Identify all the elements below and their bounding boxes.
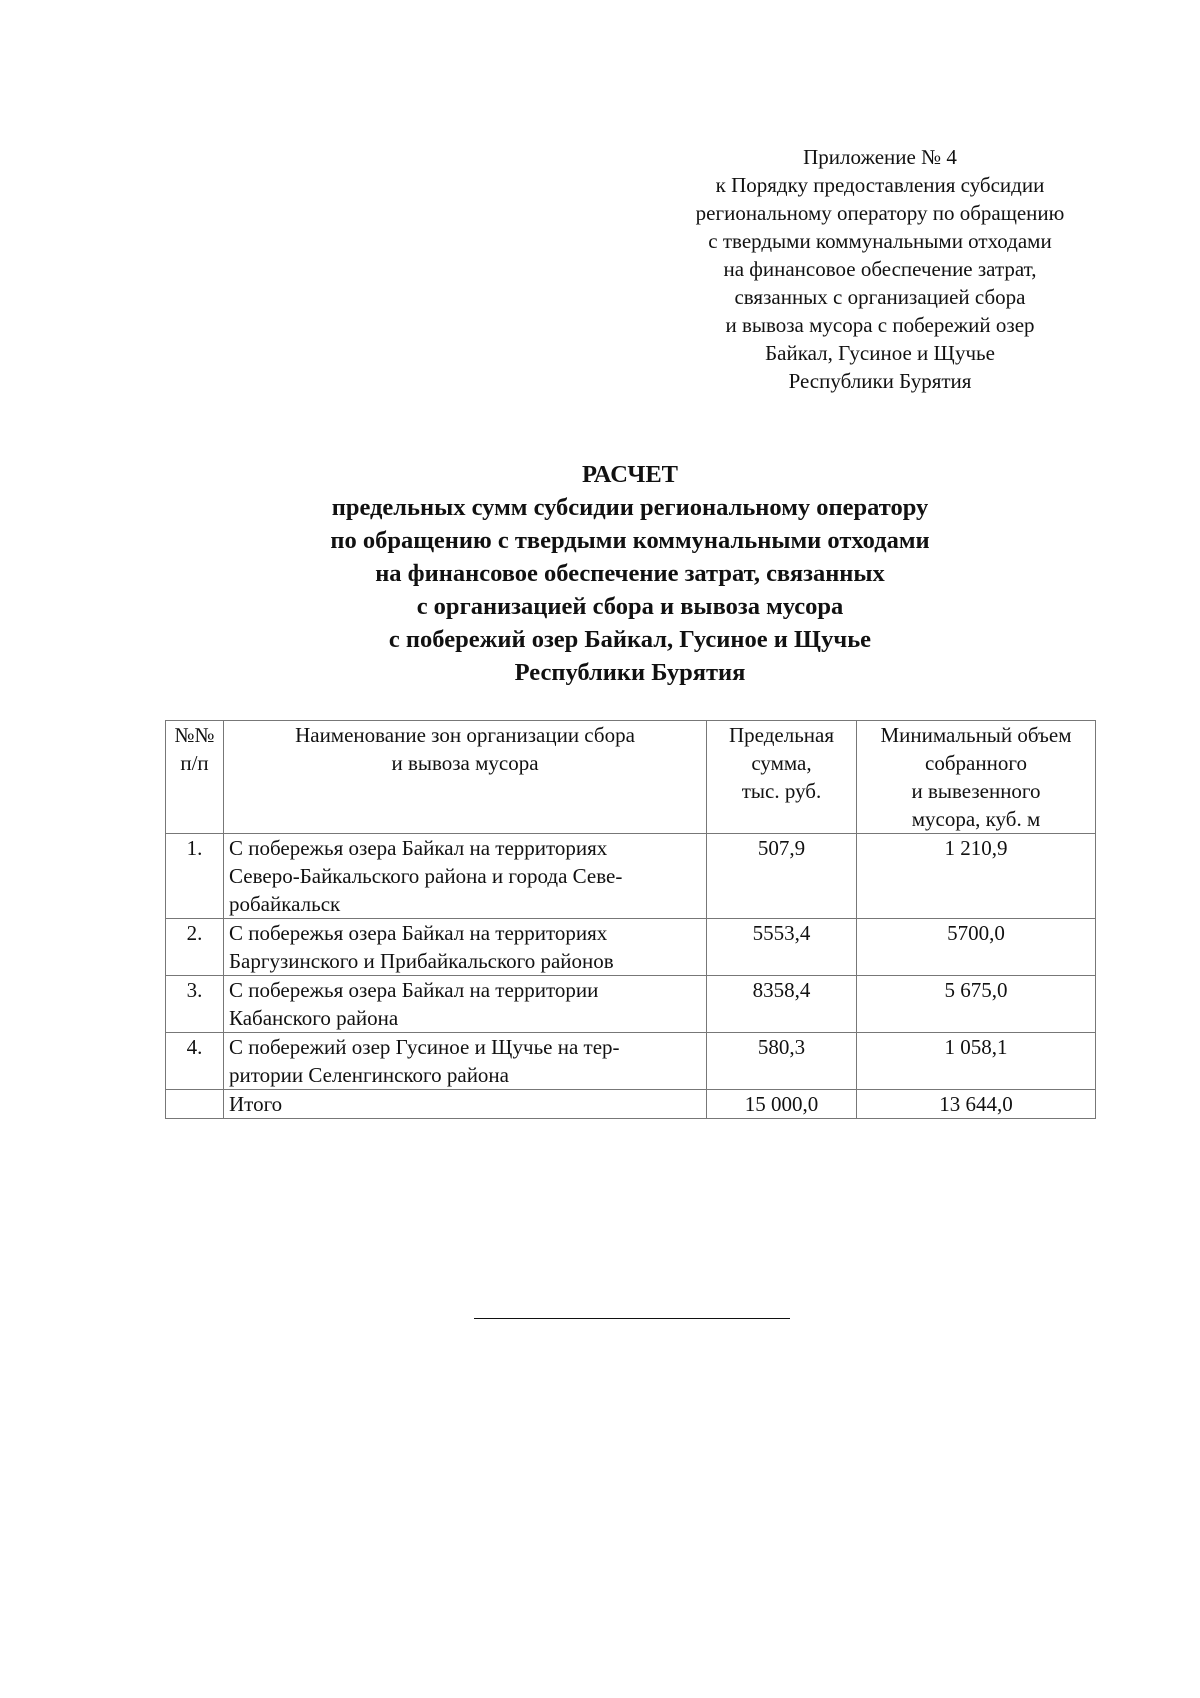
total-number xyxy=(166,1090,224,1119)
appendix-line: региональному оператору по обращению xyxy=(695,201,1065,225)
row-sum: 5553,4 xyxy=(707,919,857,976)
row-zone: С побережий озер Гусиное и Щучье на тер- ритории Селенгинского района xyxy=(224,1033,707,1090)
title-heading: РАСЧЕТ xyxy=(581,461,679,488)
table-row xyxy=(166,834,1096,919)
document-title xyxy=(160,458,1100,689)
row-number: 1. xyxy=(166,834,224,919)
row-sum: 580,3 xyxy=(707,1033,857,1090)
header-num: №№ п/п xyxy=(166,721,224,834)
title-line: Республики Бурятия xyxy=(514,659,746,686)
subsidy-table xyxy=(165,720,1096,1119)
row-number: 3. xyxy=(166,976,224,1033)
row-volume: 5 675,0 xyxy=(857,976,1096,1033)
header-volume: Минимальный объем собранного и вывезенного мусора, куб. м xyxy=(857,721,1096,834)
row-number: 2. xyxy=(166,919,224,976)
row-number: 4. xyxy=(166,1033,224,1090)
table-total-row xyxy=(166,1090,1096,1119)
row-zone: С побережья озера Байкал на территориях Баргузинского и Прибайкальского районов xyxy=(224,919,707,976)
appendix-line: связанных с организацией сбора xyxy=(734,285,1026,309)
appendix-line: Байкал, Гусиное и Щучье xyxy=(765,341,995,365)
row-volume: 1 058,1 xyxy=(857,1033,1096,1090)
appendix-line: на финансовое обеспечение затрат, xyxy=(723,257,1037,281)
row-volume: 1 210,9 xyxy=(857,834,1096,919)
header-sum: Предельная сумма, тыс. руб. xyxy=(707,721,857,834)
table-row xyxy=(166,976,1096,1033)
table-header-row xyxy=(166,721,1096,834)
appendix-line: Республики Бурятия xyxy=(788,369,972,393)
signature-divider xyxy=(474,1318,790,1319)
total-volume: 13 644,0 xyxy=(857,1090,1096,1119)
row-zone: С побережья озера Байкал на территории Кабанского района xyxy=(224,976,707,1033)
appendix-line: и вывоза мусора с побережий озер xyxy=(725,313,1035,337)
row-volume: 5700,0 xyxy=(857,919,1096,976)
row-sum: 507,9 xyxy=(707,834,857,919)
row-zone: С побережья озера Байкал на территориях Северо-Байкальского района и города Севе- робайкальск xyxy=(224,834,707,919)
title-line: с организацией сбора и вывоза мусора xyxy=(416,593,844,620)
row-sum: 8358,4 xyxy=(707,976,857,1033)
table-row xyxy=(166,1033,1096,1090)
appendix-line: к Порядку предоставления субсидии xyxy=(715,173,1045,197)
title-line: по обращению с твердыми коммунальными отходами xyxy=(330,527,930,554)
appendix-line: Приложение № 4 xyxy=(803,145,957,169)
header-zone: Наименование зон организации сбора и вывоза мусора xyxy=(224,721,707,834)
appendix-line: с твердыми коммунальными отходами xyxy=(708,229,1052,253)
title-line: предельных сумм субсидии региональному оператору xyxy=(331,494,929,521)
title-line: с побережий озер Байкал, Гусиное и Щучье xyxy=(388,626,872,653)
total-label: Итого xyxy=(224,1090,707,1119)
table-row xyxy=(166,919,1096,976)
total-sum: 15 000,0 xyxy=(707,1090,857,1119)
appendix-block xyxy=(630,143,1130,395)
title-line: на финансовое обеспечение затрат, связанных xyxy=(375,560,885,587)
